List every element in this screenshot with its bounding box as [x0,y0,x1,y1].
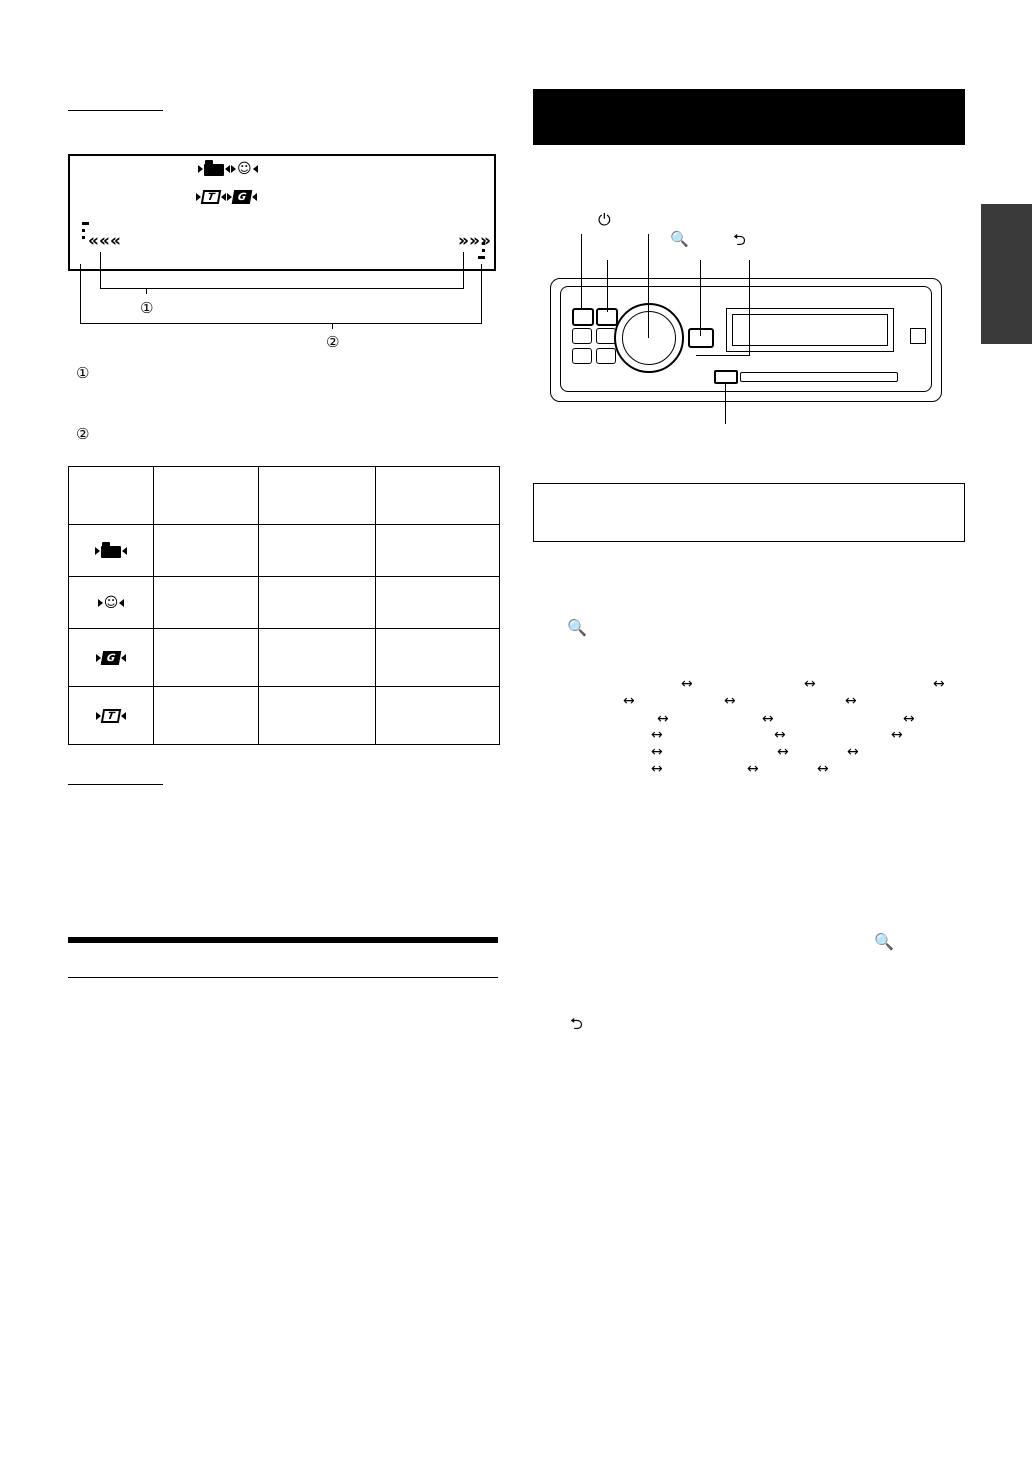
diagram-button [714,370,738,384]
callout-number-1: ① [140,299,154,317]
table-row [69,687,500,745]
g-box-icon: G [232,190,252,204]
table-row [69,525,500,577]
section-heading-rule-thick [68,937,498,943]
t-box-icon: T [101,709,121,723]
diagram-button [596,328,616,344]
table-header-cell [259,467,376,525]
person-search-icon: ☺ [103,594,119,611]
display-icon-row-2 [196,190,257,204]
folder-icon [101,546,121,558]
unit-slot [740,372,898,382]
callout-number-2: ② [326,333,340,351]
unit-release-button [910,328,926,344]
person-search-icon: ☺ [237,161,252,177]
diagram-button [572,308,594,326]
display-icon-table [68,466,500,745]
table-header-cell [376,467,500,525]
search-icon: 🔍 [567,618,587,637]
search-icon: 🔍 [874,932,894,951]
legend-number-2: ② [76,425,90,443]
folder-icon [204,164,224,176]
table-row [69,629,500,687]
t-box-icon: T [201,190,221,204]
return-icon: ⮌ [570,1014,583,1033]
left-scroll-arrows: ««« [88,231,121,251]
diagram-button [596,308,618,326]
option-cycle-list: ↔ ↔ ↔ ↔ ↔ ↔ ↔ ↔ ↔ ↔ ↔ ↔ ↔ ↔ ↔ ↔ ↔ ↔ [623,676,945,777]
table-icon-cell [69,525,154,577]
table-header-cell [69,467,154,525]
g-box-icon: G [101,651,121,665]
callout-1-stem [146,288,147,294]
section-title-bar [533,89,965,145]
unit-display-window-inner [732,314,888,346]
right-scroll-arrows: »»» [458,231,491,251]
legend-number-1: ① [76,364,90,382]
diagram-button [596,348,616,364]
head-unit-diagram [540,200,960,430]
notes-underline [68,784,163,785]
table-header-cell [154,467,259,525]
display-icon-row-1 [198,162,258,176]
table-icon-cell [69,687,154,745]
section-heading-rule-thin [68,977,498,978]
diagram-button [688,328,714,348]
diagram-button [572,328,592,344]
power-icon: ⏻ [598,210,611,229]
search-icon: 🔍 [670,230,689,248]
callout-2-stem [332,323,333,329]
table-row [69,577,500,629]
top-left-underline [68,110,163,111]
rotary-knob-inner [622,311,676,365]
return-icon: ⮌ [733,230,746,249]
table-icon-cell [69,577,154,629]
table-icon-cell [69,629,154,687]
side-thumb-tab [981,204,1032,344]
note-box [533,483,965,542]
diagram-button [572,348,592,364]
